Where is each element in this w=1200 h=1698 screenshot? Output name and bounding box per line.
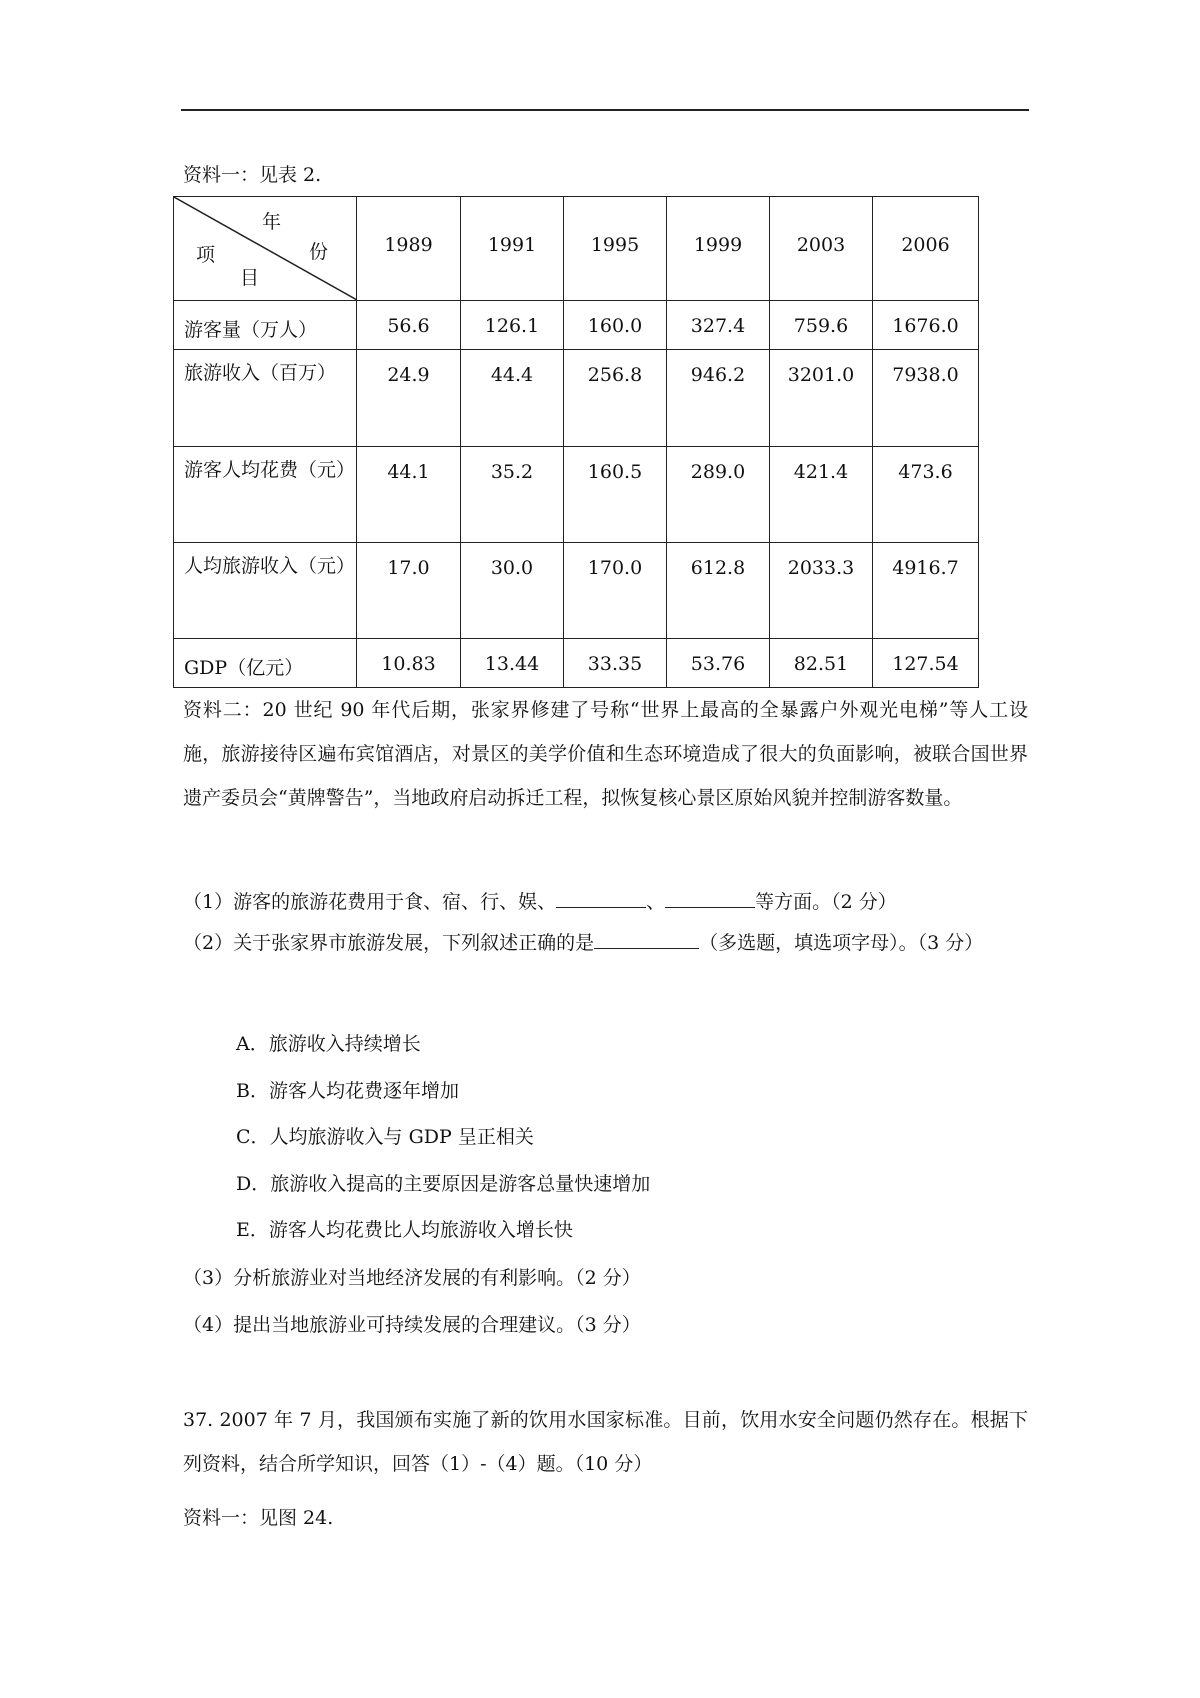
option-a: A．旅游收入持续增长 xyxy=(236,1033,421,1055)
table-cell: 30.0 xyxy=(461,543,564,639)
table-cell: 1676.0 xyxy=(873,301,979,350)
table-cell: 946.2 xyxy=(667,350,770,447)
question-3: （3）分析旅游业对当地经济发展的有利影响。（2 分） xyxy=(183,1267,641,1289)
table-cell: 13.44 xyxy=(461,639,564,688)
corner-label-year: 年 xyxy=(262,211,282,233)
row-label: 旅游收入（百万） xyxy=(174,350,357,447)
corner-label-item: 项 xyxy=(196,244,216,266)
table-cell: 256.8 xyxy=(564,350,667,447)
year-header: 1995 xyxy=(564,197,667,301)
corner-label-mu: 目 xyxy=(240,267,260,289)
table-cell: 127.54 xyxy=(873,639,979,688)
table-cell: 56.6 xyxy=(357,301,461,350)
header-rule xyxy=(181,109,1029,111)
table-cell: 7938.0 xyxy=(873,350,979,447)
table-cell: 24.9 xyxy=(357,350,461,447)
table-cell: 44.1 xyxy=(357,447,461,543)
table-cell: 33.35 xyxy=(564,639,667,688)
answer-blank-2[interactable] xyxy=(665,887,755,908)
option-c: C．人均旅游收入与 GDP 呈正相关 xyxy=(236,1126,534,1148)
material2-paragraph: 资料二：20 世纪 90 年代后期，张家界修建了号称“世界上最高的全暴露户外观光电梯”等人工设施，旅游接待区遍布宾馆酒店，对景区的美学价值和生态环境造成了很大的负面影响，被联合国世界遗产委员会“黄牌警告”，当地政府启动拆迁工程，拟恢复核心景区原始风貌并控制游客数量。 xyxy=(183,699,1028,809)
table-cell: 759.6 xyxy=(770,301,873,350)
year-header: 1991 xyxy=(461,197,564,301)
table-cell: 160.0 xyxy=(564,301,667,350)
row-label: 人均旅游收入（元） xyxy=(174,543,357,639)
table-cell: 4916.7 xyxy=(873,543,979,639)
table-cell: 327.4 xyxy=(667,301,770,350)
table-cell: 612.8 xyxy=(667,543,770,639)
table-cell: 170.0 xyxy=(564,543,667,639)
year-header: 2003 xyxy=(770,197,873,301)
table-cell: 289.0 xyxy=(667,447,770,543)
material1-caption: 资料一：见表 2. xyxy=(183,164,322,186)
table-cell: 35.2 xyxy=(461,447,564,543)
year-header: 2006 xyxy=(873,197,979,301)
table-cell: 82.51 xyxy=(770,639,873,688)
table-cell: 17.0 xyxy=(357,543,461,639)
option-d: D．旅游收入提高的主要原因是游客总量快速增加 xyxy=(236,1173,651,1195)
table-cell: 10.83 xyxy=(357,639,461,688)
year-header: 1999 xyxy=(667,197,770,301)
q37-material1-caption: 资料一：见图 24. xyxy=(183,1507,334,1529)
table-row xyxy=(174,350,979,447)
row-label: GDP（亿元） xyxy=(174,639,357,688)
table-row xyxy=(174,543,979,639)
question-1: （1）游客的旅游花费用于食、宿、行、娱、 、 等方面。（2 分） xyxy=(183,887,897,914)
row-label: 游客人均花费（元） xyxy=(174,447,357,543)
table-cell: 44.4 xyxy=(461,350,564,447)
option-b: B．游客人均花费逐年增加 xyxy=(236,1080,459,1102)
table-row xyxy=(174,447,979,543)
answer-blank-3[interactable] xyxy=(594,928,699,949)
table-cell: 2033.3 xyxy=(770,543,873,639)
answer-blank-1[interactable] xyxy=(556,887,646,908)
table-row xyxy=(174,301,979,350)
corner-label-fen: 份 xyxy=(309,241,329,263)
table-cell: 473.6 xyxy=(873,447,979,543)
table-cell: 421.4 xyxy=(770,447,873,543)
table-header-row xyxy=(174,197,979,301)
table-corner-cell xyxy=(174,197,357,301)
question-4: （4）提出当地旅游业可持续发展的合理建议。（3 分） xyxy=(183,1314,641,1336)
tourism-data-table xyxy=(173,196,979,688)
question-2: （2）关于张家界市旅游发展，下列叙述正确的是 （多选题，填选项字母）。（3 分） xyxy=(183,921,1028,965)
table-cell: 126.1 xyxy=(461,301,564,350)
table-cell: 160.5 xyxy=(564,447,667,543)
row-label: 游客量（万人） xyxy=(174,301,357,350)
year-header: 1989 xyxy=(357,197,461,301)
option-e: E．游客人均花费比人均旅游收入增长快 xyxy=(236,1219,573,1241)
table-row xyxy=(174,639,979,688)
table-cell: 53.76 xyxy=(667,639,770,688)
question-37: 37. 2007 年 7 月，我国颁布实施了新的饮用水国家标准。目前，饮用水安全问题仍然存在。根据下列资料，结合所学知识，回答（1）-（4）题。（10 分） xyxy=(183,1409,1028,1475)
table-cell: 3201.0 xyxy=(770,350,873,447)
